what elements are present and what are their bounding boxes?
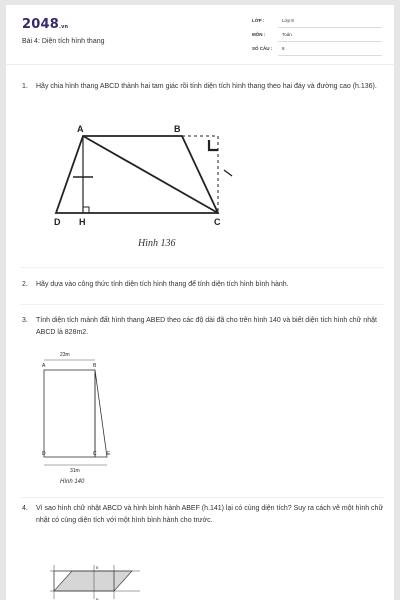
label-b: B xyxy=(93,363,97,369)
rectangle-abcd xyxy=(44,370,95,457)
right-angle-top xyxy=(209,140,218,150)
meta-count-key: SỐ CÂU : xyxy=(252,46,273,51)
lesson-title: Bài 4: Diện tích hình thang xyxy=(22,38,105,45)
diagonal-ac xyxy=(83,136,218,213)
question-separator xyxy=(20,304,384,305)
document-page xyxy=(6,5,394,600)
question-number: 4. xyxy=(22,505,28,512)
figure-140-caption: Hình 140 xyxy=(60,479,85,485)
tick-mark-right xyxy=(224,170,232,176)
parallelogram-abef xyxy=(54,571,132,591)
label-a: A xyxy=(42,363,46,369)
question-text: Hãy dựa vào công thức tính diện tích hình thang để tính diện tích hình bình hành. xyxy=(36,281,289,288)
label-c: C xyxy=(93,451,97,457)
figure-140 xyxy=(36,347,136,489)
brand-suffix: .vn xyxy=(58,24,69,30)
meta-subject-value: Toán xyxy=(282,32,292,37)
label-h: H xyxy=(79,217,86,227)
meta-class xyxy=(252,17,382,28)
question-text: Vì sao hình chữ nhật ABCD và hình bình hành ABEF (h.141) lại có cùng diện tích? Suy ra cách vẽ một hình chữ nhật có cùng diện tích với một hình bình hành cho trước. xyxy=(36,505,384,524)
triangle-bce xyxy=(95,370,107,457)
figure-136 xyxy=(46,120,256,235)
label-d: D xyxy=(42,451,46,457)
question-text: Hãy chia hình thang ABCD thành hai tam giác rồi tính diện tích hình thang theo hai đáy và đường cao (h.136). xyxy=(36,83,377,90)
question-number: 3. xyxy=(22,317,28,324)
meta-subject xyxy=(252,31,382,42)
label-c: C xyxy=(214,217,221,227)
label-b: B xyxy=(96,597,99,600)
meta-class-value: Lớp 8 xyxy=(282,18,294,23)
brand-name: 2048 xyxy=(22,17,59,32)
label-a: A xyxy=(77,124,84,134)
question-number: 2. xyxy=(22,281,28,288)
meta-class-key: LỚP : xyxy=(252,18,265,23)
meta-count xyxy=(252,45,382,56)
header-divider xyxy=(6,64,394,65)
question-number: 1. xyxy=(22,83,28,90)
label-d: D xyxy=(54,217,61,227)
label-b: B xyxy=(174,124,181,134)
question-separator xyxy=(20,267,384,268)
meta-count-value: 8 xyxy=(282,46,285,51)
question-separator xyxy=(20,497,384,498)
top-length-label: 23m xyxy=(60,352,70,358)
figure-136-caption: Hình 136 xyxy=(138,238,176,249)
bottom-length-label: 31m xyxy=(70,468,80,474)
figure-141 xyxy=(50,563,150,600)
label-e: E xyxy=(96,565,99,570)
label-e: E xyxy=(107,451,111,457)
question-text: Tính diện tích mảnh đất hình thang ABED theo các độ dài đã cho trên hình 140 và biết diện tích hình chữ nhật ABCD là 828m2. xyxy=(36,317,377,336)
meta-subject-key: MÔN : xyxy=(252,32,266,37)
brand-logo xyxy=(22,17,68,32)
trapezoid-abcd xyxy=(56,136,218,213)
